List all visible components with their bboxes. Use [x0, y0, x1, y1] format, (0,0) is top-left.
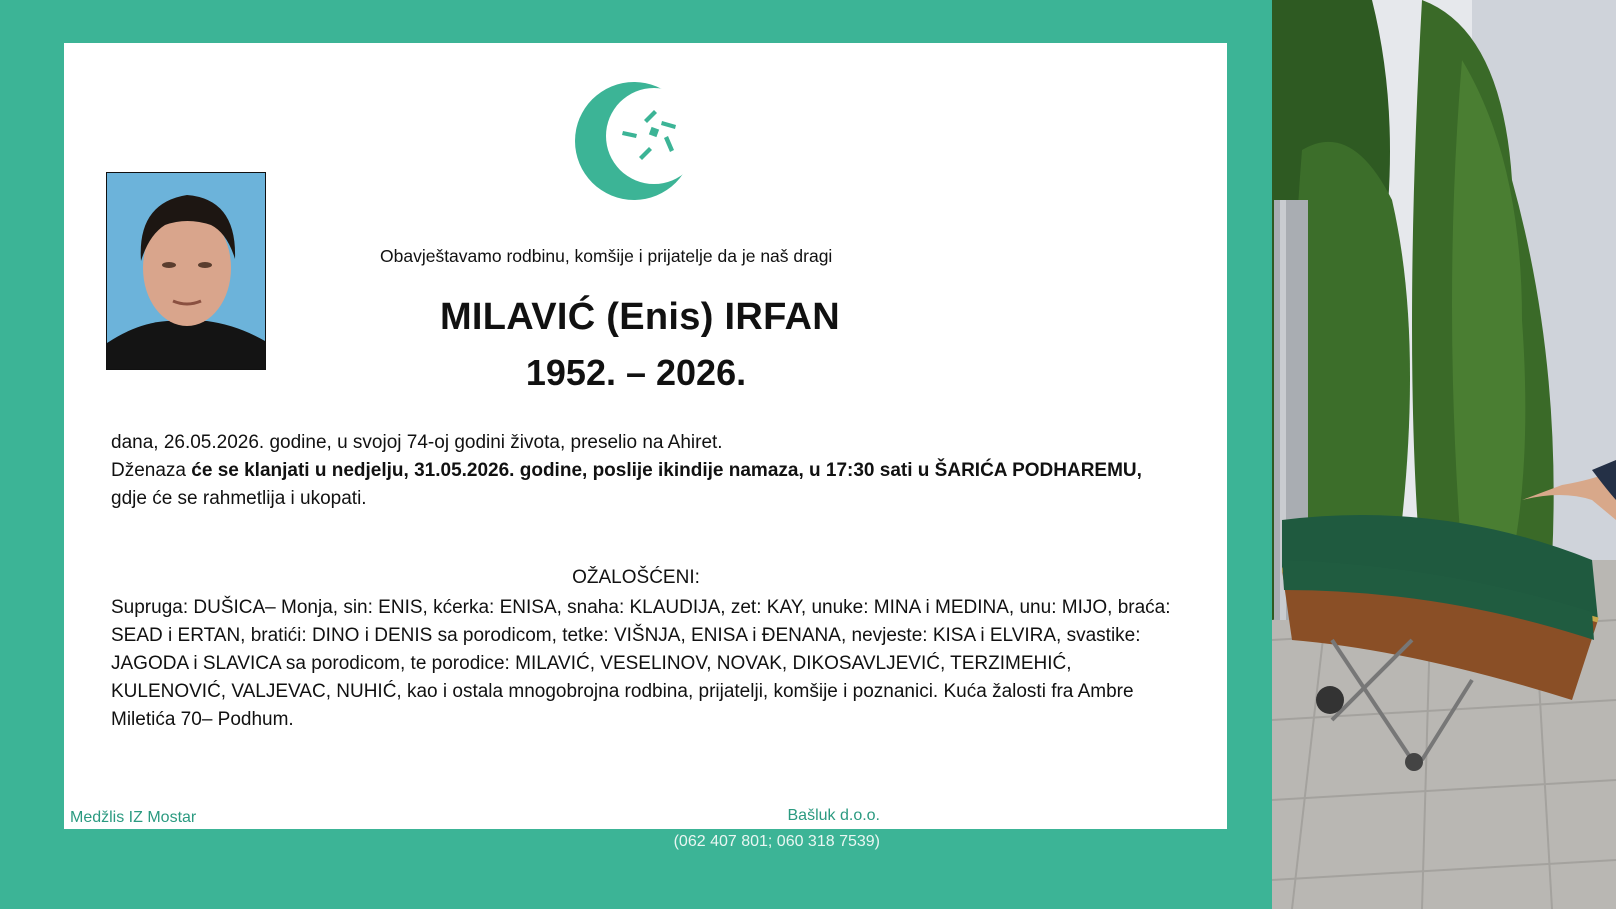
- life-years: 1952. – 2026.: [525, 352, 747, 393]
- portrait-photo: [106, 172, 266, 370]
- mourners-title: OŽALOŠĆENI:: [572, 567, 700, 588]
- death-date-line: dana, 26.05.2026. godine, u svojoj 74-oj godini života, preselio na Ahiret.: [111, 432, 723, 453]
- funeral-prefix: Dženaza: [111, 460, 192, 481]
- notice-body: [111, 429, 1161, 513]
- footer-phones: (062 407 801; 060 318 7539): [673, 833, 880, 850]
- intro-text: Obavještavamo rodbinu, komšije i prijatelje da je naš dragi: [380, 246, 833, 266]
- funeral-suffix: gdje će se rahmetlija i ukopati.: [111, 488, 367, 509]
- funeral-line: [111, 457, 1161, 513]
- footer-organization: Medžlis IZ Mostar: [70, 809, 197, 826]
- mourners-list: Supruga: DUŠICA– Monja, sin: ENIS, kćerka: ENISA, snaha: KLAUDIJA, zet: KAY, unuke: MINA i MEDINA, unu: MIJO, braća: SEAD i ERTAN, bratići: DINO i DENIS sa porodicom, tetke: VIŠNJA, ENISA i ĐENANA, nevjeste: KISA i ELVIRA, svastike: JAGODA i SLAVICA sa porodicom, te porodice: MILAVIĆ, VESELINOV, NOVAK, DIKOSAVLJEVIĆ, TERZIMEHIĆ, KULENOVIĆ, VALJEVAC, NUHIĆ, kao i ostala mnogobrojna rodbina, prijatelji, komšije i poznanici. Kuća žalosti fra Ambre Miletića 70– Podhum.: [111, 597, 1171, 730]
- crescent-star-icon: [574, 80, 704, 202]
- deceased-name: [0, 296, 1272, 339]
- funeral-details: će se klanjati u nedjelju, 31.05.2026. godine, poslije ikindije namaza, u 17:30 sati u ŠARIĆA PODHAREMU,: [191, 460, 1142, 481]
- funeral-casket-photo: [1272, 0, 1616, 909]
- deceased-name-text: MILAVIĆ (Enis) IRFAN: [439, 296, 841, 338]
- footer-company: Bašluk d.o.o.: [787, 807, 880, 824]
